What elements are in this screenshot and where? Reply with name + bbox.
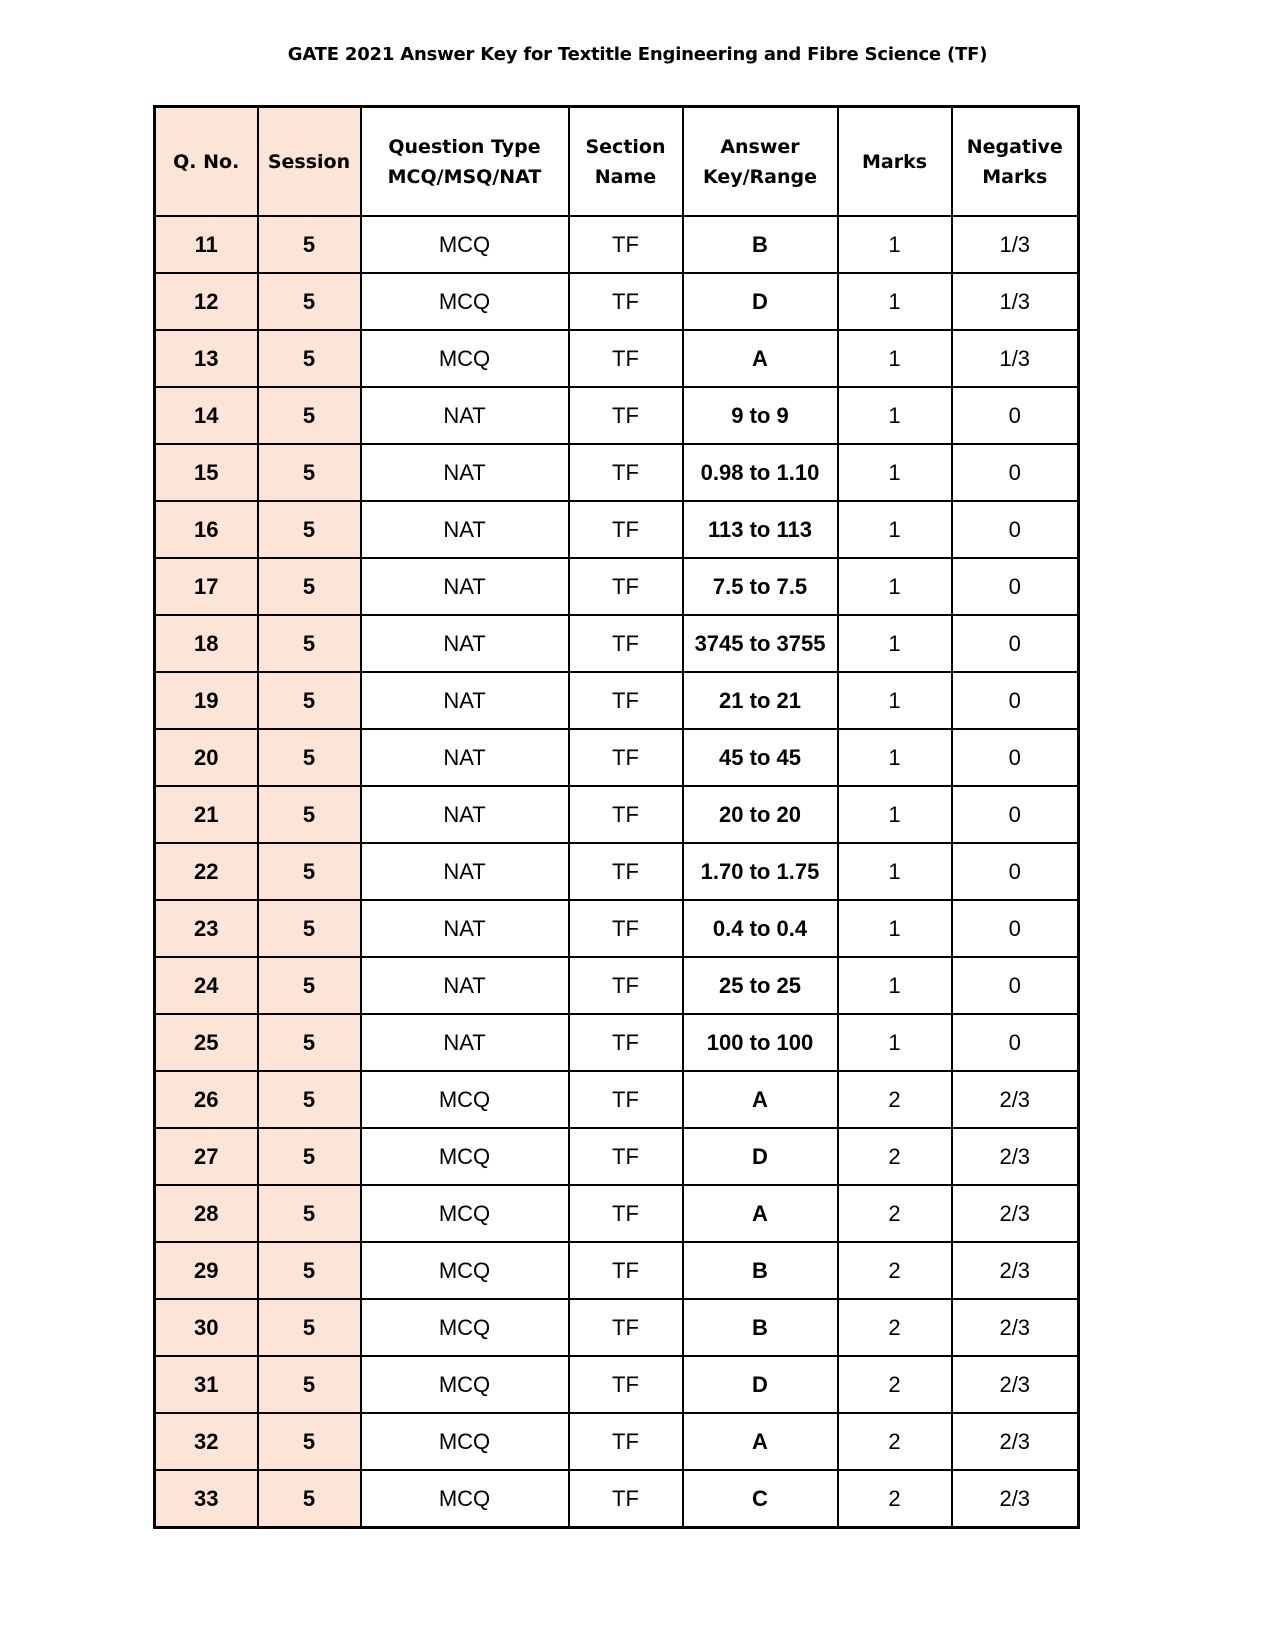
cell-section-name: TF <box>569 900 683 957</box>
header-question-type-line2: MCQ/MSQ/NAT <box>387 165 542 188</box>
cell-answer-key: C <box>683 1470 838 1528</box>
header-marks: Marks <box>838 107 952 217</box>
cell-answer-key: B <box>683 216 838 273</box>
table-row <box>155 330 1079 387</box>
cell-section-name: TF <box>569 1071 683 1128</box>
table-row <box>155 1299 1079 1356</box>
cell-answer-key: 21 to 21 <box>683 672 838 729</box>
cell-question-type: MCQ <box>361 330 569 387</box>
cell-qno: 24 <box>155 957 258 1014</box>
table-row <box>155 444 1079 501</box>
table-row <box>155 558 1079 615</box>
cell-answer-key: 113 to 113 <box>683 501 838 558</box>
cell-question-type: NAT <box>361 387 569 444</box>
cell-qno: 27 <box>155 1128 258 1185</box>
cell-question-type: NAT <box>361 900 569 957</box>
cell-session: 5 <box>258 1413 361 1470</box>
cell-answer-key: A <box>683 1071 838 1128</box>
cell-question-type: MCQ <box>361 216 569 273</box>
cell-section-name: TF <box>569 615 683 672</box>
cell-question-type: NAT <box>361 615 569 672</box>
cell-marks: 2 <box>838 1413 952 1470</box>
cell-marks: 1 <box>838 216 952 273</box>
cell-qno: 20 <box>155 729 258 786</box>
cell-session: 5 <box>258 786 361 843</box>
cell-qno: 26 <box>155 1071 258 1128</box>
cell-marks: 2 <box>838 1071 952 1128</box>
header-question-type <box>361 107 569 217</box>
cell-section-name: TF <box>569 1128 683 1185</box>
table-row <box>155 273 1079 330</box>
cell-marks: 2 <box>838 1242 952 1299</box>
cell-section-name: TF <box>569 957 683 1014</box>
cell-question-type: MCQ <box>361 1413 569 1470</box>
cell-marks: 1 <box>838 273 952 330</box>
cell-marks: 2 <box>838 1185 952 1242</box>
cell-question-type: MCQ <box>361 1470 569 1528</box>
cell-marks: 2 <box>838 1128 952 1185</box>
cell-negative-marks: 0 <box>952 843 1079 900</box>
cell-negative-marks: 0 <box>952 672 1079 729</box>
cell-marks: 1 <box>838 444 952 501</box>
cell-qno: 12 <box>155 273 258 330</box>
cell-negative-marks: 1/3 <box>952 273 1079 330</box>
cell-marks: 2 <box>838 1356 952 1413</box>
cell-negative-marks: 0 <box>952 1014 1079 1071</box>
table-row <box>155 1413 1079 1470</box>
cell-marks: 1 <box>838 501 952 558</box>
cell-session: 5 <box>258 1014 361 1071</box>
cell-session: 5 <box>258 843 361 900</box>
cell-negative-marks: 0 <box>952 387 1079 444</box>
table-row <box>155 501 1079 558</box>
cell-session: 5 <box>258 387 361 444</box>
cell-qno: 14 <box>155 387 258 444</box>
cell-qno: 16 <box>155 501 258 558</box>
cell-negative-marks: 2/3 <box>952 1470 1079 1528</box>
header-question-type-line1: Question Type <box>388 135 541 158</box>
cell-marks: 1 <box>838 558 952 615</box>
table-row <box>155 672 1079 729</box>
header-section-line1: Section <box>585 135 666 158</box>
cell-qno: 30 <box>155 1299 258 1356</box>
cell-marks: 1 <box>838 615 952 672</box>
answer-rows <box>155 216 1079 1528</box>
cell-question-type: NAT <box>361 786 569 843</box>
cell-marks: 2 <box>838 1299 952 1356</box>
cell-question-type: MCQ <box>361 1299 569 1356</box>
cell-negative-marks: 0 <box>952 615 1079 672</box>
cell-section-name: TF <box>569 1299 683 1356</box>
cell-section-name: TF <box>569 1242 683 1299</box>
cell-answer-key: A <box>683 1413 838 1470</box>
cell-question-type: NAT <box>361 957 569 1014</box>
header-answer-line1: Answer <box>720 135 800 158</box>
cell-answer-key: 3745 to 3755 <box>683 615 838 672</box>
cell-negative-marks: 2/3 <box>952 1413 1079 1470</box>
cell-section-name: TF <box>569 501 683 558</box>
cell-qno: 29 <box>155 1242 258 1299</box>
cell-qno: 33 <box>155 1470 258 1528</box>
table-row <box>155 216 1079 273</box>
cell-answer-key: 45 to 45 <box>683 729 838 786</box>
table-row <box>155 900 1079 957</box>
cell-qno: 23 <box>155 900 258 957</box>
table-row <box>155 786 1079 843</box>
cell-session: 5 <box>258 1356 361 1413</box>
cell-marks: 1 <box>838 900 952 957</box>
cell-question-type: MCQ <box>361 1128 569 1185</box>
cell-section-name: TF <box>569 1356 683 1413</box>
cell-section-name: TF <box>569 1185 683 1242</box>
table-row <box>155 1470 1079 1528</box>
cell-negative-marks: 2/3 <box>952 1242 1079 1299</box>
cell-question-type: MCQ <box>361 1071 569 1128</box>
table-row <box>155 1128 1079 1185</box>
cell-qno: 21 <box>155 786 258 843</box>
cell-qno: 19 <box>155 672 258 729</box>
cell-section-name: TF <box>569 558 683 615</box>
cell-marks: 2 <box>838 1470 952 1528</box>
cell-session: 5 <box>258 273 361 330</box>
cell-question-type: MCQ <box>361 273 569 330</box>
cell-session: 5 <box>258 957 361 1014</box>
header-row <box>155 107 1079 217</box>
cell-session: 5 <box>258 558 361 615</box>
cell-answer-key: A <box>683 1185 838 1242</box>
cell-marks: 1 <box>838 729 952 786</box>
cell-answer-key: 0.98 to 1.10 <box>683 444 838 501</box>
cell-negative-marks: 2/3 <box>952 1071 1079 1128</box>
cell-qno: 25 <box>155 1014 258 1071</box>
header-negative-line2: Marks <box>982 165 1048 188</box>
cell-question-type: MCQ <box>361 1185 569 1242</box>
header-session: Session <box>258 107 361 217</box>
cell-session: 5 <box>258 501 361 558</box>
cell-qno: 11 <box>155 216 258 273</box>
cell-marks: 1 <box>838 843 952 900</box>
cell-section-name: TF <box>569 672 683 729</box>
cell-answer-key: 25 to 25 <box>683 957 838 1014</box>
cell-answer-key: 1.70 to 1.75 <box>683 843 838 900</box>
cell-marks: 1 <box>838 387 952 444</box>
cell-session: 5 <box>258 330 361 387</box>
cell-qno: 22 <box>155 843 258 900</box>
cell-negative-marks: 0 <box>952 558 1079 615</box>
cell-negative-marks: 2/3 <box>952 1128 1079 1185</box>
cell-answer-key: D <box>683 273 838 330</box>
header-negative-marks <box>952 107 1079 217</box>
cell-qno: 31 <box>155 1356 258 1413</box>
header-answer-key <box>683 107 838 217</box>
cell-section-name: TF <box>569 216 683 273</box>
cell-answer-key: 0.4 to 0.4 <box>683 900 838 957</box>
cell-qno: 28 <box>155 1185 258 1242</box>
cell-section-name: TF <box>569 843 683 900</box>
table-row <box>155 957 1079 1014</box>
cell-session: 5 <box>258 444 361 501</box>
cell-section-name: TF <box>569 729 683 786</box>
cell-question-type: NAT <box>361 729 569 786</box>
cell-marks: 1 <box>838 957 952 1014</box>
cell-marks: 1 <box>838 672 952 729</box>
cell-question-type: NAT <box>361 672 569 729</box>
cell-negative-marks: 0 <box>952 729 1079 786</box>
cell-question-type: MCQ <box>361 1242 569 1299</box>
header-answer-line2: Key/Range <box>702 165 818 188</box>
table-row <box>155 1356 1079 1413</box>
header-qno: Q. No. <box>155 107 258 217</box>
table-row <box>155 1014 1079 1071</box>
table-row <box>155 1071 1079 1128</box>
cell-answer-key: B <box>683 1242 838 1299</box>
header-section-line2: Name <box>594 165 657 188</box>
cell-session: 5 <box>258 729 361 786</box>
cell-qno: 32 <box>155 1413 258 1470</box>
cell-session: 5 <box>258 216 361 273</box>
cell-question-type: NAT <box>361 444 569 501</box>
cell-section-name: TF <box>569 387 683 444</box>
table-row <box>155 615 1079 672</box>
table-row <box>155 387 1079 444</box>
cell-question-type: MCQ <box>361 1356 569 1413</box>
cell-section-name: TF <box>569 786 683 843</box>
cell-qno: 17 <box>155 558 258 615</box>
cell-negative-marks: 0 <box>952 900 1079 957</box>
cell-session: 5 <box>258 1071 361 1128</box>
cell-session: 5 <box>258 1185 361 1242</box>
cell-section-name: TF <box>569 1470 683 1528</box>
cell-session: 5 <box>258 615 361 672</box>
table-row <box>155 729 1079 786</box>
answer-key-table <box>153 105 1080 1529</box>
cell-negative-marks: 2/3 <box>952 1356 1079 1413</box>
cell-negative-marks: 2/3 <box>952 1185 1079 1242</box>
cell-qno: 18 <box>155 615 258 672</box>
cell-answer-key: 100 to 100 <box>683 1014 838 1071</box>
cell-negative-marks: 0 <box>952 786 1079 843</box>
table-row <box>155 1185 1079 1242</box>
cell-answer-key: D <box>683 1356 838 1413</box>
table-row <box>155 843 1079 900</box>
cell-session: 5 <box>258 1470 361 1528</box>
cell-marks: 1 <box>838 786 952 843</box>
cell-section-name: TF <box>569 273 683 330</box>
cell-qno: 13 <box>155 330 258 387</box>
cell-question-type: NAT <box>361 501 569 558</box>
cell-negative-marks: 0 <box>952 501 1079 558</box>
cell-answer-key: 7.5 to 7.5 <box>683 558 838 615</box>
cell-session: 5 <box>258 1128 361 1185</box>
cell-section-name: TF <box>569 1413 683 1470</box>
cell-answer-key: A <box>683 330 838 387</box>
cell-marks: 1 <box>838 1014 952 1071</box>
cell-session: 5 <box>258 1299 361 1356</box>
header-negative-line1: Negative <box>966 135 1063 158</box>
cell-question-type: NAT <box>361 843 569 900</box>
header-section-name <box>569 107 683 217</box>
cell-negative-marks: 1/3 <box>952 330 1079 387</box>
cell-marks: 1 <box>838 330 952 387</box>
cell-negative-marks: 0 <box>952 444 1079 501</box>
cell-session: 5 <box>258 900 361 957</box>
cell-negative-marks: 0 <box>952 957 1079 1014</box>
cell-negative-marks: 1/3 <box>952 216 1079 273</box>
table-row <box>155 1242 1079 1299</box>
cell-session: 5 <box>258 672 361 729</box>
cell-question-type: NAT <box>361 1014 569 1071</box>
cell-answer-key: 9 to 9 <box>683 387 838 444</box>
cell-answer-key: B <box>683 1299 838 1356</box>
cell-section-name: TF <box>569 444 683 501</box>
cell-question-type: NAT <box>361 558 569 615</box>
cell-answer-key: D <box>683 1128 838 1185</box>
cell-session: 5 <box>258 1242 361 1299</box>
cell-section-name: TF <box>569 330 683 387</box>
page-title: GATE 2021 Answer Key for Textitle Engineering and Fibre Science (TF) <box>287 44 988 65</box>
cell-qno: 15 <box>155 444 258 501</box>
cell-answer-key: 20 to 20 <box>683 786 838 843</box>
cell-section-name: TF <box>569 1014 683 1071</box>
cell-negative-marks: 2/3 <box>952 1299 1079 1356</box>
